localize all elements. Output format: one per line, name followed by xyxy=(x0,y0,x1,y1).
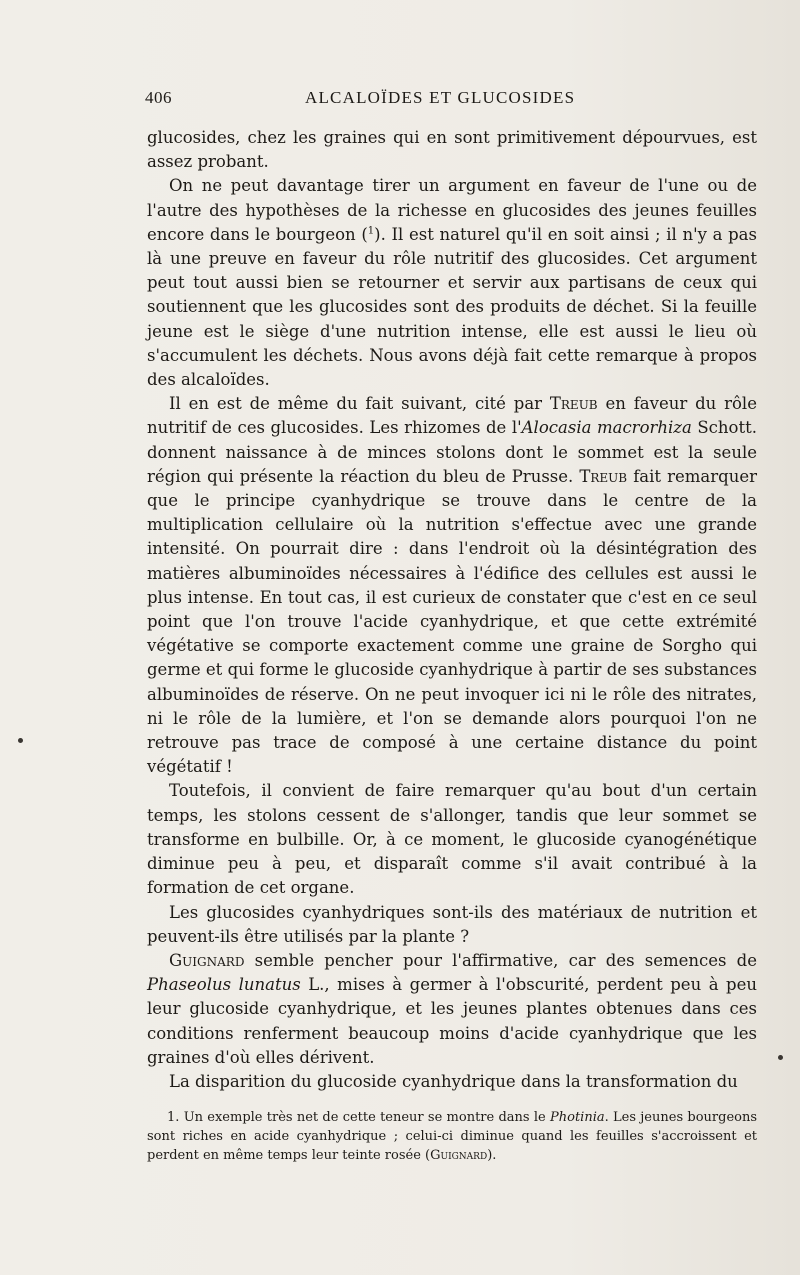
species-name: Phaseolus lunatus xyxy=(147,975,301,995)
paragraph-7: La disparition du glucoside cyanhydrique dans la transformation du xyxy=(169,1071,738,1091)
genus-name: Photinia xyxy=(550,1110,605,1125)
paragraph-3: Il en est de même du fait suivant, cité par Treub en faveur du rôle nutritif de ces glucosides. Les rhizomes de l'Alocasia macrorhiza Schott. donnent naissance à de minces stolons dont le sommet est la seule région qui présente la réaction du bleu de Prusse. Treub fait remarquer que le principe cyanhydrique se trouve dans le centre de la multiplication cellulaire où la nutrition s'effectue avec une grande intensité. On pourrait dire : dans l'endroit où la désintégration des matières albuminoïdes nécessaires à l'édifice des cellules est aussi le plus intense. En tout cas, il est curieux de constater que c'est en ce seul point que l'on trouve l'acide cyanhydrique, et que cette extrémité végétative se comporte exactement comme une graine de Sorgho qui germe et qui forme le glucoside cyanhydrique à partir de ses substances albuminoïdes de réserve. On ne peut invoquer ici ni le rôle des nitrates, ni le rôle de la lumière, et l'on se demande alors pourquoi l'on ne retrouve pas trace de composé à une certaine distance du point végétatif ! xyxy=(147,394,758,777)
body-text xyxy=(147,126,757,1094)
running-head: ALCALOÏDES ET GLUCOSIDES xyxy=(305,88,576,107)
paragraph-5: Les glucosides cyanhydriques sont-ils des matériaux de nutrition et peuvent-ils être utilisés par la plante ? xyxy=(147,902,757,946)
paragraph-6: Guignard semble pencher pour l'affirmative, car des semences de Phaseolus lunatus L., mises à germer à l'obscurité, perdent peu à peu leur glucoside cyanhydrique, et les jeunes plantes obtenues dans ces conditions renferment beaucoup moins d'acide cyanhydrique que les graines d'où elles dérivent. xyxy=(147,950,757,1067)
species-name: Alocasia macrorhiza xyxy=(521,418,692,438)
author-name: Treub xyxy=(549,394,598,414)
paragraph-1: glucosides, chez les graines qui en sont primitivement dépourvues, est assez probant. xyxy=(147,128,757,172)
ink-speck xyxy=(778,1055,783,1060)
author-name: Treub xyxy=(579,466,628,486)
paragraph-4: Toutefois, il convient de faire remarquer qu'au bout d'un certain temps, les stolons cessent de s'allonger, tandis que leur sommet se transforme en bulbille. Or, à ce moment, le glucoside cyanogénétique diminue peu à peu, et disparaît comme s'il avait contribué à la formation de cet organe. xyxy=(147,781,757,898)
ink-speck xyxy=(18,738,23,743)
paragraph-2: On ne peut davantage tirer un argument en faveur de l'une ou de l'autre des hypothèses de la richesse en glucosides des jeunes feuilles encore dans le bourgeon ($^1$). Il est naturel qu'il en soit ainsi ; il n'y a pas là une preuve en faveur du rôle nutritif des glucosides. Cet argument peut tout aussi bien se retourner et servir aux partisans de ceux qui soutiennent que les glucosides sont des produits de déchet. Si la feuille jeune est le siège d'une nutrition intense, elle est aussi le lieu où s'accumulent les déchets. Nous avons déjà fait cette remarque à propos des alcaloïdes. xyxy=(147,176,757,390)
footnote: 1. Un exemple très net de cette teneur se montre dans le Photinia. Les jeunes bourgeons sont riches en acide cyanhydrique ; celui-ci diminue quand les feuilles s'accroissent et perdent en même temps leur teinte rosée (Guignard). xyxy=(147,1110,758,1163)
footnote-reference[interactable]: 1 xyxy=(367,225,375,237)
author-name: Guignard xyxy=(430,1148,488,1163)
footnote-number: 1. xyxy=(167,1110,180,1125)
footnotes xyxy=(147,1108,757,1165)
author-name: Guignard xyxy=(169,950,245,970)
page-header xyxy=(145,88,765,112)
page-number: 406 xyxy=(145,88,172,107)
